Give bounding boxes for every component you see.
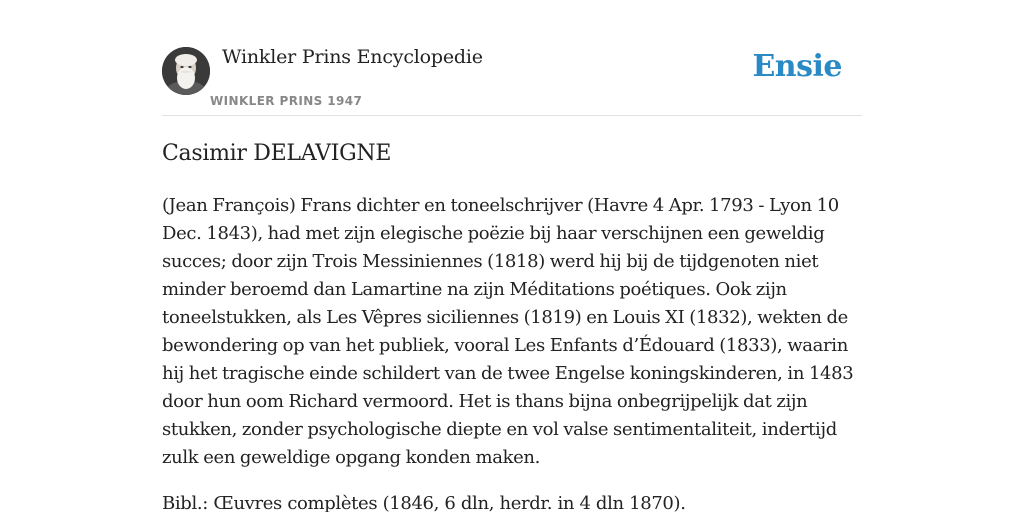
edition-label: WINKLER PRINS 1947	[210, 94, 363, 108]
article-body: (Jean François) Frans dichter en toneelschrijver (Havre 4 Apr. 1793 - Lyon 10 Dec. 1843), had met zijn elegische poëzie bij haar verschijnen een geweldig succes; door zijn Trois Messiniennes (1818) werd hij bij de tijdgenoten niet minder beroemd dan Lamartine na zijn Méditations poétiques. Ook zijn toneelstukken, als Les Vêpres siciliennes (1819) en Louis XI (1832), wekten de bewondering op van het publiek, vooral Les Enfants d’Édouard (1833), waarin hij het tragische einde schildert van de twee Engelse koningskinderen, in 1483 door hun oom Richard vermoord. Het is thans bijna onbegrijpelijk dat zijn stukken, zonder psychologische diepte en vol valse sentimentaliteit, indertijd zulk een geweldige opgang konden maken.	[162, 195, 854, 468]
portrait-avatar-icon[interactable]	[162, 47, 210, 95]
header-divider	[162, 115, 862, 116]
site-header	[162, 46, 862, 116]
site-name-link[interactable]: Winkler Prins Encyclopedie	[222, 46, 483, 68]
article-bibliography: Bibl.: Œuvres complètes (1846, 6 dln, herdr. in 4 dln 1870).	[162, 493, 686, 512]
article-title: Casimir DELAVIGNE	[162, 141, 392, 166]
brand-logo[interactable]: Ensie	[752, 49, 842, 84]
